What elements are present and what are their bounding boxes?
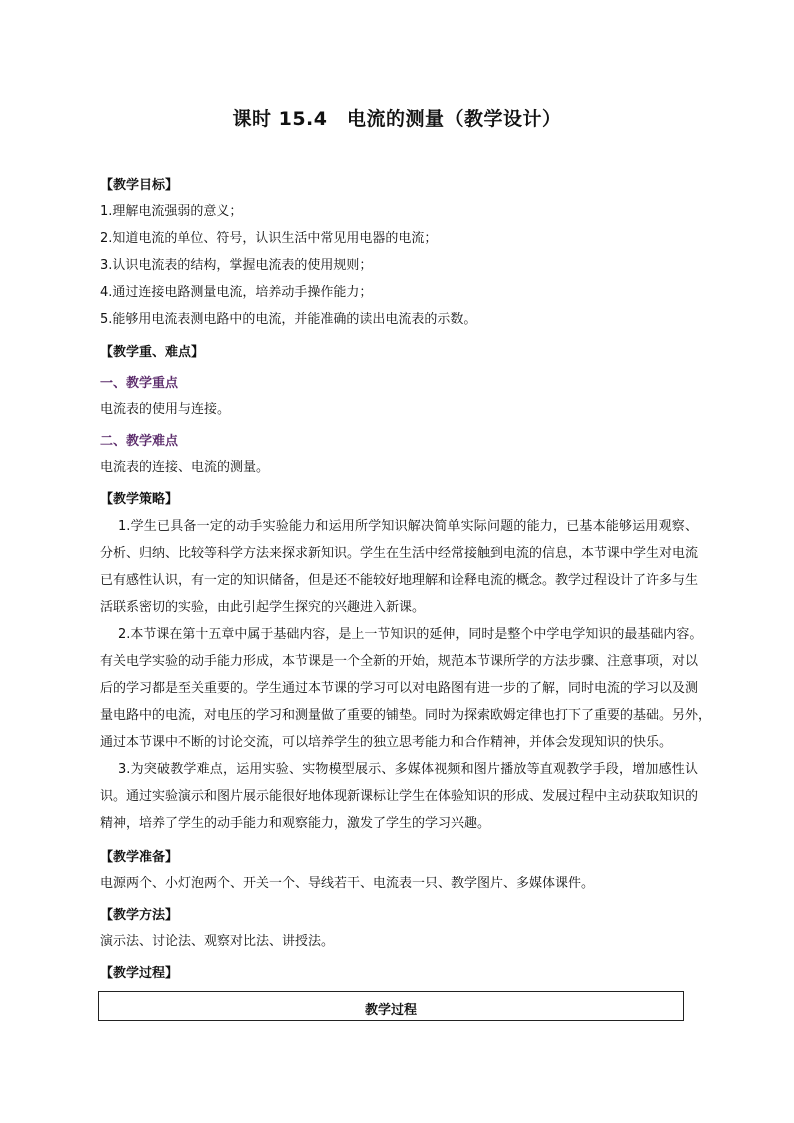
strategy-line: 分析、归纳、比较等科学方法来探求新知识。学生在生活中经常接触到电流的信息，本节课中学生对电流 — [100, 546, 699, 561]
strategy-line: 精神，培养了学生的动手能力和观察能力，激发了学生的学习兴趣。 — [100, 816, 491, 831]
strategy-line: 已有感性认识，有一定的知识储备，但是还不能较好地理解和诠释电流的概念。教学过程设计了许多与生 — [100, 573, 699, 588]
methods-heading: 【教学方法】 — [100, 908, 179, 923]
process-heading: 【教学过程】 — [100, 966, 179, 981]
process-table-header: 教学过程 — [364, 1003, 417, 1018]
process-table — [98, 991, 684, 1021]
strategy-line: 量电路中的电流，对电压的学习和测量做了重要的铺垫。同时为探索欧姆定律也打下了重要的基础。另外， — [100, 708, 712, 723]
difficulty-title: 二、教学难点 — [100, 434, 179, 449]
document-title: 课时 15.4 电流的测量（教学设计） — [232, 108, 562, 130]
objective-item-4: 4.通过连接电路测量电流，培养动手操作能力； — [100, 285, 373, 300]
preparation-heading: 【教学准备】 — [100, 850, 179, 865]
strategy-line: 后的学习都是至关重要的。学生通过本节课的学习可以对电路图有进一步的了解，同时电流的学习以及测 — [100, 681, 699, 696]
objective-item-5: 5.能够用电流表测电路中的电流，并能准确的读出电流表的示数。 — [100, 312, 477, 327]
strategy-line: 活联系密切的实验，由此引起学生探究的兴趣进入新课。 — [100, 600, 426, 615]
difficulty-text: 电流表的连接、电流的测量。 — [100, 460, 270, 475]
focus-title: 一、教学重点 — [100, 376, 179, 391]
strategy-line: 3.为突破教学难点，运用实验、实物模型展示、多媒体视频和图片播放等直观教学手段，增加感性认 — [118, 762, 698, 777]
objectives-heading: 【教学目标】 — [100, 178, 179, 193]
strategy-line: 2.本节课在第十五章中属于基础内容，是上一节知识的延伸，同时是整个中学电学知识的最基础内容。 — [118, 627, 703, 642]
objective-item-1: 1.理解电流强弱的意义； — [100, 204, 243, 219]
strategy-heading: 【教学策略】 — [100, 492, 179, 507]
strategy-line: 1.学生已具备一定的动手实验能力和运用所学知识解决简单实际问题的能力，已基本能够运用观察、 — [118, 519, 698, 534]
objective-item-3: 3.认识电流表的结构，掌握电流表的使用规则； — [100, 258, 373, 273]
methods-text: 演示法、讨论法、观察对比法、讲授法。 — [100, 934, 335, 949]
strategy-line: 有关电学实验的动手能力形成，本节课是一个全新的开始，规范本节课所学的方法步骤、注意事项，对以 — [100, 654, 699, 669]
objective-item-2: 2.知道电流的单位、符号，认识生活中常见用电器的电流； — [100, 231, 438, 246]
preparation-text: 电源两个、小灯泡两个、开关一个、导线若干、电流表一只、教学图片、多媒体课件。 — [100, 876, 595, 891]
strategy-line: 识。通过实验演示和图片展示能很好地体现新课标让学生在体验知识的形成、发展过程中主动获取知识的 — [100, 789, 699, 804]
key-points-heading: 【教学重、难点】 — [100, 345, 205, 360]
focus-text: 电流表的使用与连接。 — [100, 402, 231, 417]
strategy-line: 通过本节课中不断的讨论交流，可以培养学生的独立思考能力和合作精神，并体会发现知识的快乐。 — [100, 735, 673, 750]
